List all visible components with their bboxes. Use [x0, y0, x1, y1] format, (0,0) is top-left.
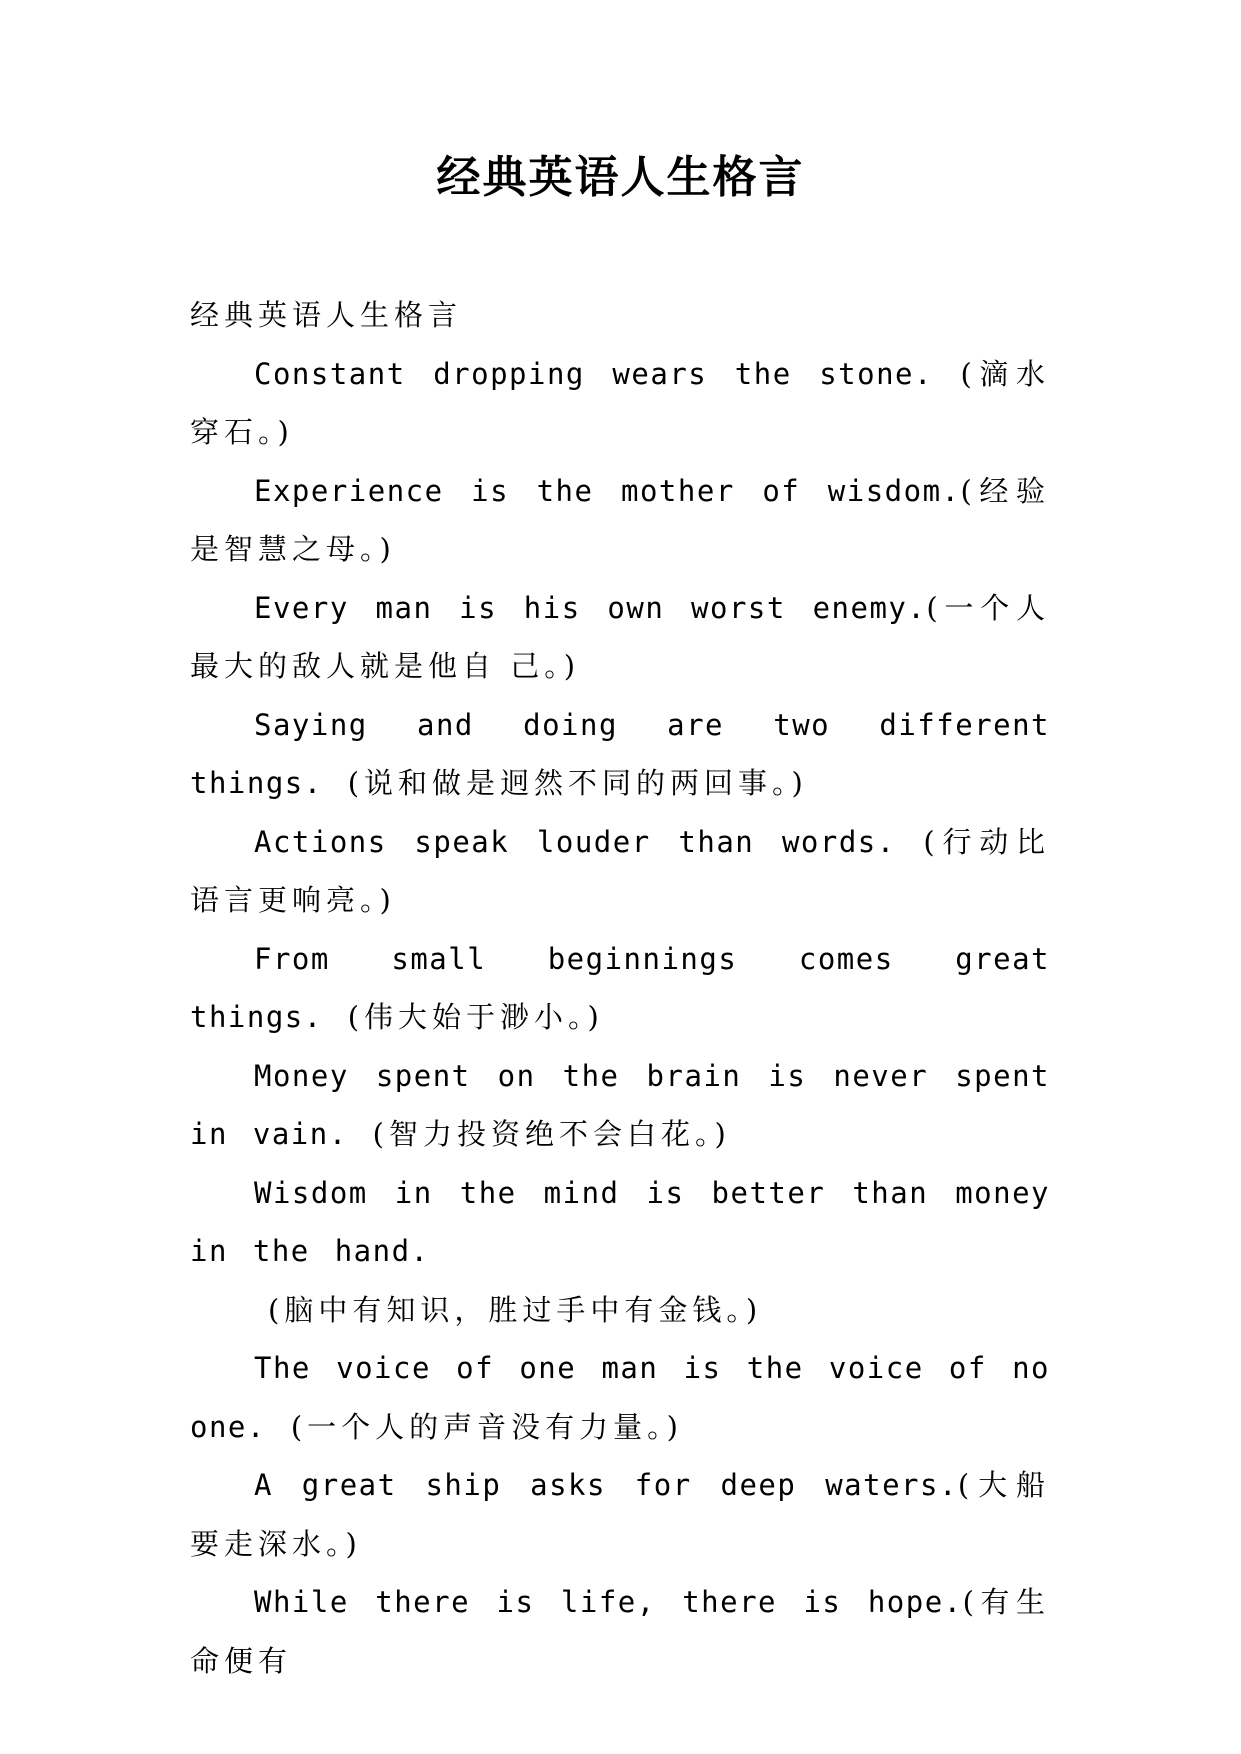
quote-paragraph [190, 462, 1050, 579]
quote-english: Wisdom in the mind is better than money in the hand. [190, 1175, 1050, 1268]
quote-english: Money spent on the brain is never spent in vain. [190, 1058, 1050, 1151]
quote-english: A great ship asks for deep waters. [254, 1468, 958, 1502]
body-heading: 经典英语人生格言 [190, 298, 463, 332]
quote-english: While there is life, there is hope. [254, 1585, 963, 1619]
quote-paragraph [190, 345, 1050, 462]
quote-chinese: (伟大始于渺小。) [347, 1000, 604, 1034]
quote-chinese: (大船要走深水。) [190, 1468, 1050, 1561]
quote-chinese: (一个人的声音没有力量。) [290, 1409, 683, 1444]
quote-english: Constant dropping wears the stone. [254, 356, 961, 391]
quote-chinese: (有生命便有 [190, 1585, 1050, 1678]
quote-paragraph [190, 696, 1050, 813]
quote-paragraph [190, 930, 1050, 1047]
quote-paragraph [190, 579, 1050, 696]
page-title: 经典英语人生格言 [436, 152, 805, 203]
quote-paragraph [190, 1281, 1050, 1340]
quote-english: The voice of one man is the voice of no one. [190, 1351, 1050, 1444]
document-body [190, 286, 1050, 1690]
quote-chinese: (一个人最大的敌人就是他自 己。) [190, 590, 1050, 683]
quote-paragraph [190, 1164, 1050, 1281]
quote-chinese: (脑中有知识，胜过手中有金钱。) [268, 1292, 763, 1327]
quote-english: Every man is his own worst enemy. [254, 590, 927, 625]
quote-chinese: (智力投资绝不会白花。) [372, 1117, 731, 1151]
quote-english: From small beginnings comes great things. [190, 941, 1050, 1034]
quote-chinese: (滴水穿石。) [190, 356, 1050, 449]
quote-paragraph [190, 1456, 1050, 1573]
quote-english: Actions speak louder than words. [254, 824, 924, 859]
quote-paragraph [190, 1339, 1050, 1456]
quote-paragraph [190, 1573, 1050, 1690]
quote-chinese: (经验是智慧之母。) [190, 473, 1050, 566]
quote-chinese: (说和做是迥然不同的两回事。) [347, 766, 808, 800]
quote-chinese: (行动比语言更响亮。) [190, 824, 1050, 917]
quote-paragraph [190, 1047, 1050, 1164]
quote-english: Experience is the mother of wisdom. [254, 473, 961, 508]
quote-paragraph [190, 813, 1050, 930]
quote-english: Saying and doing are two different things. [190, 707, 1050, 800]
